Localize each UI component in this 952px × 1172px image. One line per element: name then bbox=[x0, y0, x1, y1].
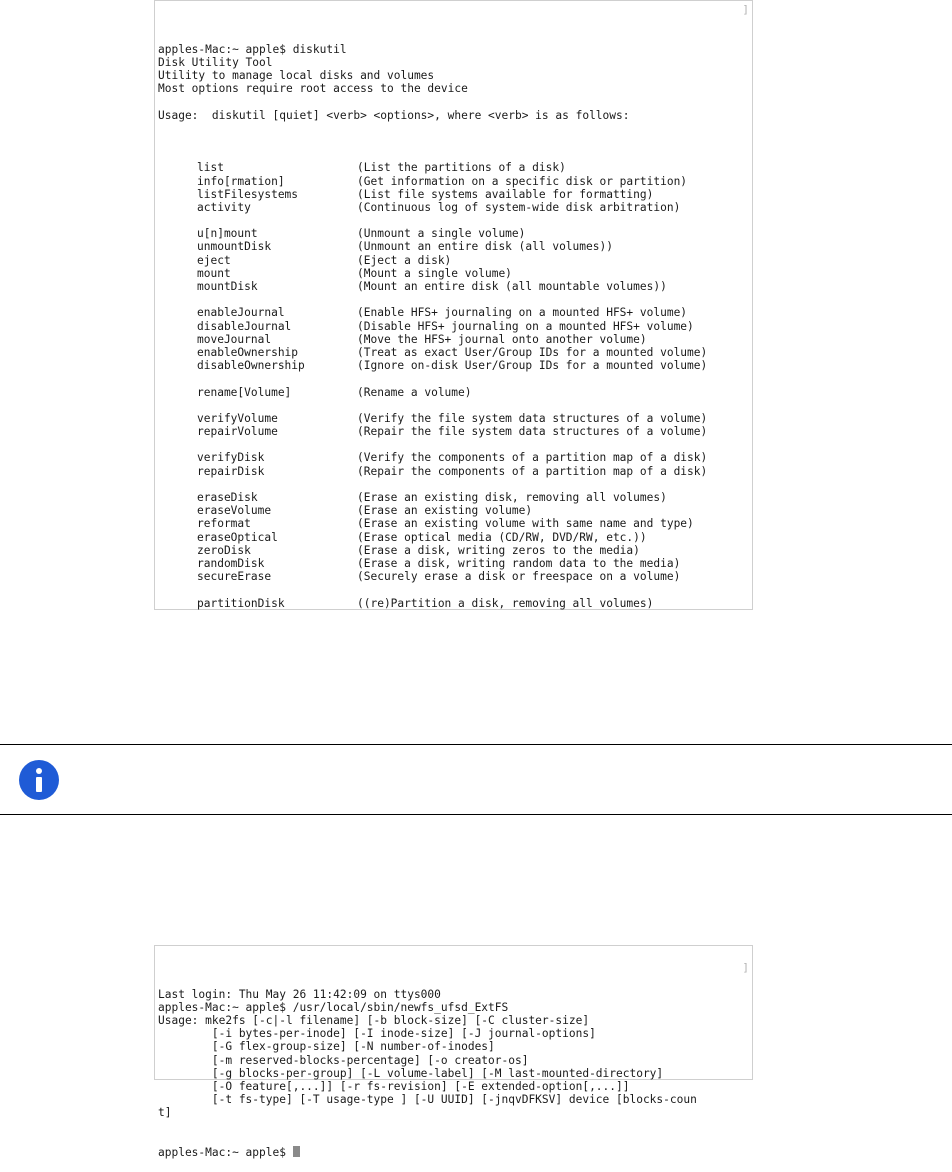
command-name: zeroDisk bbox=[197, 543, 251, 557]
command-row bbox=[158, 280, 752, 293]
command-row bbox=[158, 412, 752, 425]
command-row bbox=[158, 359, 752, 372]
command-description: (Rename a volume) bbox=[357, 385, 472, 399]
command-name: disableOwnership bbox=[197, 359, 305, 373]
diskutil-terminal bbox=[154, 0, 753, 610]
command-row bbox=[158, 425, 752, 438]
terminal-line: [-m reserved-blocks-percentage] [-o creator-os] bbox=[158, 1053, 529, 1067]
info-icon-stem bbox=[36, 777, 42, 792]
blank-line bbox=[158, 122, 752, 135]
terminal-line: [-t fs-type] [-T usage-type ] [-U UUID] [-jnqvDFKSV] device [blocks-coun bbox=[158, 1093, 697, 1107]
command-name: rename[Volume] bbox=[197, 385, 292, 399]
command-row bbox=[158, 531, 752, 544]
command-name: mountDisk bbox=[197, 280, 258, 294]
command-description: (Erase optical media (CD/RW, DVD/RW, etc.)) bbox=[357, 530, 647, 544]
command-name: verifyVolume bbox=[197, 411, 278, 425]
command-description: (List file systems available for formatting) bbox=[357, 187, 654, 201]
command-name: eraseOptical bbox=[197, 530, 278, 544]
command-description: (List the partitions of a disk) bbox=[357, 161, 566, 175]
command-row bbox=[158, 333, 752, 346]
command-row bbox=[158, 491, 752, 504]
terminal-line: apples-Mac:~ apple$ /usr/local/sbin/newfs_ufsd_ExtFS bbox=[158, 1000, 509, 1014]
command-description: (Mount a single volume) bbox=[357, 266, 512, 280]
command-description: (Unmount an entire disk (all volumes)) bbox=[357, 240, 613, 254]
command-description: (Verify the components of a partition map of a disk) bbox=[357, 451, 708, 465]
command-name: mount bbox=[197, 266, 231, 280]
command-description: (Repair the file system data structures of a volume) bbox=[357, 425, 708, 439]
final-prompt: apples-Mac:~ apple$ bbox=[158, 1145, 293, 1159]
command-description: (Erase an existing volume) bbox=[357, 504, 533, 518]
command-name: listFilesystems bbox=[197, 187, 299, 201]
terminal-line: Last login: Thu May 26 11:42:09 on ttys000 bbox=[158, 987, 441, 1001]
blank-line bbox=[158, 95, 752, 108]
command-name: list bbox=[197, 161, 224, 175]
terminal-line: Most options require root access to the device bbox=[158, 82, 468, 96]
command-name: eraseVolume bbox=[197, 504, 272, 518]
scrollbar-mark: ] bbox=[742, 3, 749, 16]
command-description: (Erase an existing volume with same name and type) bbox=[357, 517, 694, 531]
blank-line bbox=[158, 214, 752, 227]
command-name: info[rmation] bbox=[197, 174, 285, 188]
command-description: (Eject a disk) bbox=[357, 253, 452, 267]
command-description: ((re)Partition a disk, removing all volumes) bbox=[357, 596, 654, 610]
command-row bbox=[158, 570, 752, 583]
terminal-line: Disk Utility Tool bbox=[158, 55, 273, 69]
command-name: partitionDisk bbox=[197, 596, 285, 610]
blank-line bbox=[158, 372, 752, 385]
terminal-line: Utility to manage local disks and volumes bbox=[158, 68, 435, 82]
command-description: (Enable HFS+ journaling on a mounted HFS+ volume) bbox=[357, 306, 688, 320]
command-description: (Move the HFS+ journal onto another volume) bbox=[357, 332, 647, 346]
command-row bbox=[158, 557, 752, 570]
command-description: (Treat as exact User/Group IDs for a mounted volume) bbox=[357, 345, 708, 359]
command-row bbox=[158, 544, 752, 557]
terminal-line: [-G flex-group-size] [-N number-of-inodes] bbox=[158, 1040, 495, 1054]
terminal-line: [-O feature[,...]] [-r fs-revision] [-E extended-option[,...]] bbox=[158, 1079, 630, 1093]
command-row bbox=[158, 161, 752, 174]
command-row bbox=[158, 504, 752, 517]
command-row bbox=[158, 306, 752, 319]
info-icon bbox=[19, 760, 59, 800]
terminal-line: [-i bytes-per-inode] [-I inode-size] [-J journal-options] bbox=[158, 1027, 596, 1041]
terminal-line: Usage: mke2fs [-c|-l filename] [-b block-size] [-C cluster-size] bbox=[158, 1013, 590, 1027]
terminal-header-lines bbox=[158, 43, 752, 135]
info-icon-dot bbox=[36, 768, 42, 774]
terminal-line: t] bbox=[158, 1106, 172, 1120]
blank-line bbox=[158, 438, 752, 451]
command-row bbox=[158, 267, 752, 280]
command-row bbox=[158, 188, 752, 201]
command-description: (Verify the file system data structures of a volume) bbox=[357, 411, 708, 425]
command-description: (Erase a disk, writing zeros to the media) bbox=[357, 543, 640, 557]
command-row bbox=[158, 227, 752, 240]
command-name: moveJournal bbox=[197, 332, 272, 346]
command-description: (Securely erase a disk or freespace on a volume) bbox=[357, 570, 681, 584]
command-description: (Ignore on-disk User/Group IDs for a mounted volume) bbox=[357, 359, 708, 373]
command-name: enableJournal bbox=[197, 306, 285, 320]
command-name: repairDisk bbox=[197, 464, 265, 478]
command-name: repairVolume bbox=[197, 425, 278, 439]
command-description: (Continuous log of system-wide disk arbitration) bbox=[357, 200, 681, 214]
command-row bbox=[158, 320, 752, 333]
final-prompt-line bbox=[158, 1146, 752, 1159]
command-name: eject bbox=[197, 253, 231, 267]
command-name: verifyDisk bbox=[197, 451, 265, 465]
blank-line bbox=[158, 583, 752, 596]
command-row bbox=[158, 386, 752, 399]
terminal-line: apples-Mac:~ apple$ diskutil bbox=[158, 42, 347, 56]
text-cursor bbox=[293, 1146, 300, 1157]
command-description: (Disable HFS+ journaling on a mounted HFS+ volume) bbox=[357, 319, 694, 333]
command-row bbox=[158, 240, 752, 253]
blank-line bbox=[158, 399, 752, 412]
command-name: secureErase bbox=[197, 570, 272, 584]
command-row bbox=[158, 346, 752, 359]
note-top-rule bbox=[0, 744, 952, 745]
command-row bbox=[158, 597, 752, 610]
command-name: activity bbox=[197, 200, 251, 214]
command-list bbox=[158, 161, 752, 609]
command-name: unmountDisk bbox=[197, 240, 272, 254]
command-row bbox=[158, 201, 752, 214]
command-row bbox=[158, 175, 752, 188]
blank-line bbox=[158, 293, 752, 306]
command-row bbox=[158, 465, 752, 478]
command-description: (Repair the components of a partition map of a disk) bbox=[357, 464, 708, 478]
command-row bbox=[158, 451, 752, 464]
terminal-output-lines bbox=[158, 988, 752, 1120]
newfs-terminal bbox=[154, 945, 753, 1159]
scrollbar-mark: ] bbox=[742, 961, 749, 974]
terminal-line: [-g blocks-per-group] [-L volume-label] [-M last-mounted-directory] bbox=[158, 1066, 664, 1080]
blank-line bbox=[158, 478, 752, 491]
command-name: enableOwnership bbox=[197, 345, 299, 359]
command-description: (Get information on a specific disk or partition) bbox=[357, 174, 688, 188]
command-name: disableJournal bbox=[197, 319, 292, 333]
command-row bbox=[158, 517, 752, 530]
command-name: randomDisk bbox=[197, 556, 265, 570]
command-description: (Unmount a single volume) bbox=[357, 227, 526, 241]
command-name: reformat bbox=[197, 517, 251, 531]
command-name: eraseDisk bbox=[197, 491, 258, 505]
command-description: (Erase a disk, writing random data to the media) bbox=[357, 556, 681, 570]
note-bottom-rule bbox=[0, 814, 952, 815]
command-description: (Erase an existing disk, removing all volumes) bbox=[357, 491, 667, 505]
command-row bbox=[158, 254, 752, 267]
command-description: (Mount an entire disk (all mountable volumes)) bbox=[357, 280, 667, 294]
command-name: u[n]mount bbox=[197, 227, 258, 241]
terminal-line: Usage: diskutil [quiet] <verb> <options>, where <verb> is as follows: bbox=[158, 108, 630, 122]
